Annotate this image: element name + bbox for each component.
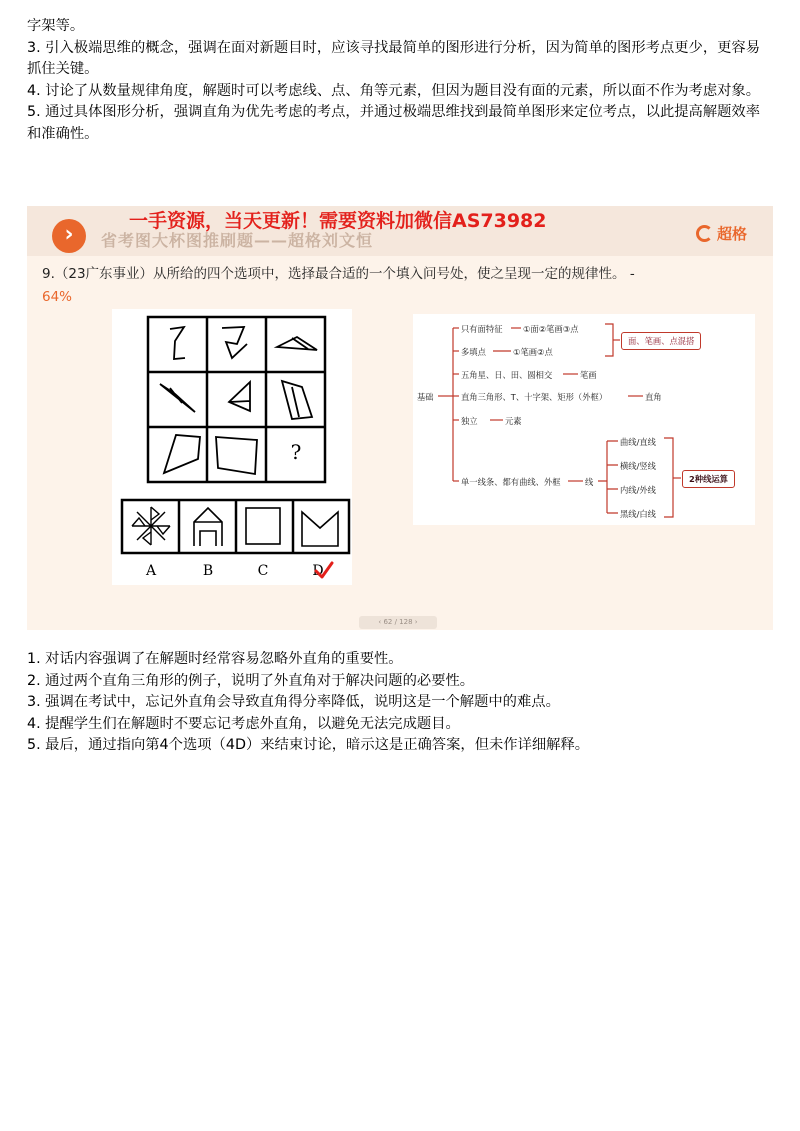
mindmap-node: 笔画 — [580, 370, 597, 380]
mindmap-node: 五角星、日、田、圆相交 — [461, 370, 553, 380]
figure-cell-3 — [277, 337, 317, 350]
option-a-figure — [132, 507, 170, 545]
mindmap-node: ①笔画②点 — [513, 347, 553, 357]
question-mark: ? — [290, 440, 302, 464]
figure-cell-1 — [170, 327, 185, 359]
mindmap-node: 只有面特征 — [461, 324, 503, 334]
option-label-b: B — [202, 563, 214, 579]
mindmap — [413, 314, 755, 525]
summary-list-top — [27, 16, 767, 145]
option-b-figure — [194, 508, 222, 546]
mindmap-node: 独立 — [461, 416, 478, 426]
option-d-figure — [302, 512, 338, 546]
mindmap-leaf: 黑线/白线 — [620, 509, 656, 519]
mindmap-node: 直角三角形、T、十字架、矩形（外框） — [461, 392, 608, 402]
page-indicator[interactable]: ‹ 62 / 128 › — [359, 616, 437, 629]
arrow-right-icon: › — [52, 219, 86, 253]
figure-puzzle — [112, 309, 352, 585]
summary-item: 字架等。 — [27, 18, 85, 34]
mindmap-leaf: 曲线/直线 — [620, 437, 656, 447]
mindmap-node: 单一线条、都有曲线、外框 — [461, 477, 561, 487]
option-label-d: D — [312, 563, 324, 579]
mindmap-box: 2种线运算 — [682, 470, 735, 488]
mindmap-leaf: 内线/外线 — [620, 485, 656, 495]
summary-item: 3. 引入极端思维的概念，强调在面对新题目时，应该寻找最简单的图形进行分析，因为简单的图形考点更少，更容易抓住关键。 — [27, 39, 761, 77]
summary-list-bottom — [27, 649, 767, 757]
mindmap-box: 面、笔画、点混搭 — [621, 332, 701, 350]
summary-item: 4. 讨论了从数量规律角度，解题时可以考虑线、点、角等元素，但因为题目没有面的元素，所以面不作为考虑对象。 — [27, 82, 761, 99]
mindmap-leaf: 横线/竖线 — [620, 461, 656, 471]
brand-g-icon — [696, 225, 713, 242]
question-body: 9.（23广东事业）从所给的四个选项中，选择最合适的一个填入问号处，使之呈现一定的规律性。 - — [42, 266, 635, 282]
brand-logo — [696, 223, 747, 244]
figure-cell-5 — [229, 382, 250, 411]
summary-item: 5. 通过具体图形分析，强调直角为优先考虑的考点，并通过极端思维找到最简单图形来定位考点，以此提高解题效率和准确性。 — [27, 104, 761, 142]
summary-item: 2. 通过两个直角三角形的例子，说明了外直角对于解决问题的必要性。 — [27, 672, 475, 689]
mindmap-root: 基础 — [417, 392, 434, 402]
accuracy-percent: 64% — [42, 289, 73, 305]
summary-item: 3. 强调在考试中，忘记外直角会导致直角得分率降低，说明这是一个解题中的难点。 — [27, 694, 560, 710]
option-label-c: C — [257, 563, 269, 579]
mindmap-node: ①面②笔画③点 — [523, 324, 579, 334]
watermark-text: 一手资源，当天更新！需要资料加微信AS73982 — [129, 210, 547, 232]
mindmap-node: 直角 — [645, 392, 662, 402]
option-c-figure — [246, 508, 280, 544]
mindmap-node: 多填点 — [461, 347, 486, 357]
figure-cell-7 — [164, 435, 200, 473]
figure-cell-2 — [222, 327, 247, 358]
question-text — [42, 263, 762, 309]
lecture-screenshot — [27, 206, 773, 630]
figure-cell-6 — [282, 381, 312, 419]
summary-item: 4. 提醒学生们在解题时不要忘记考虑外直角，以避免无法完成题目。 — [27, 715, 460, 732]
mindmap-node: 线 — [585, 477, 594, 487]
mindmap-node: 元素 — [505, 416, 522, 426]
summary-item: 1. 对话内容强调了在解题时经常容易忽略外直角的重要性。 — [27, 651, 403, 667]
slide-banner — [27, 206, 773, 256]
slide-title: 省考图大杯图推刷题——超格刘文恒 — [101, 231, 374, 250]
option-label-a: A — [145, 563, 157, 579]
summary-item: 5. 最后，通过指向第4个选项（4D）来结束讨论，暗示这是正确答案，但未作详细解释。 — [27, 737, 590, 753]
figure-cell-8 — [216, 437, 257, 474]
brand-name: 超格 — [716, 225, 747, 243]
figure-cell-4 — [160, 384, 195, 412]
